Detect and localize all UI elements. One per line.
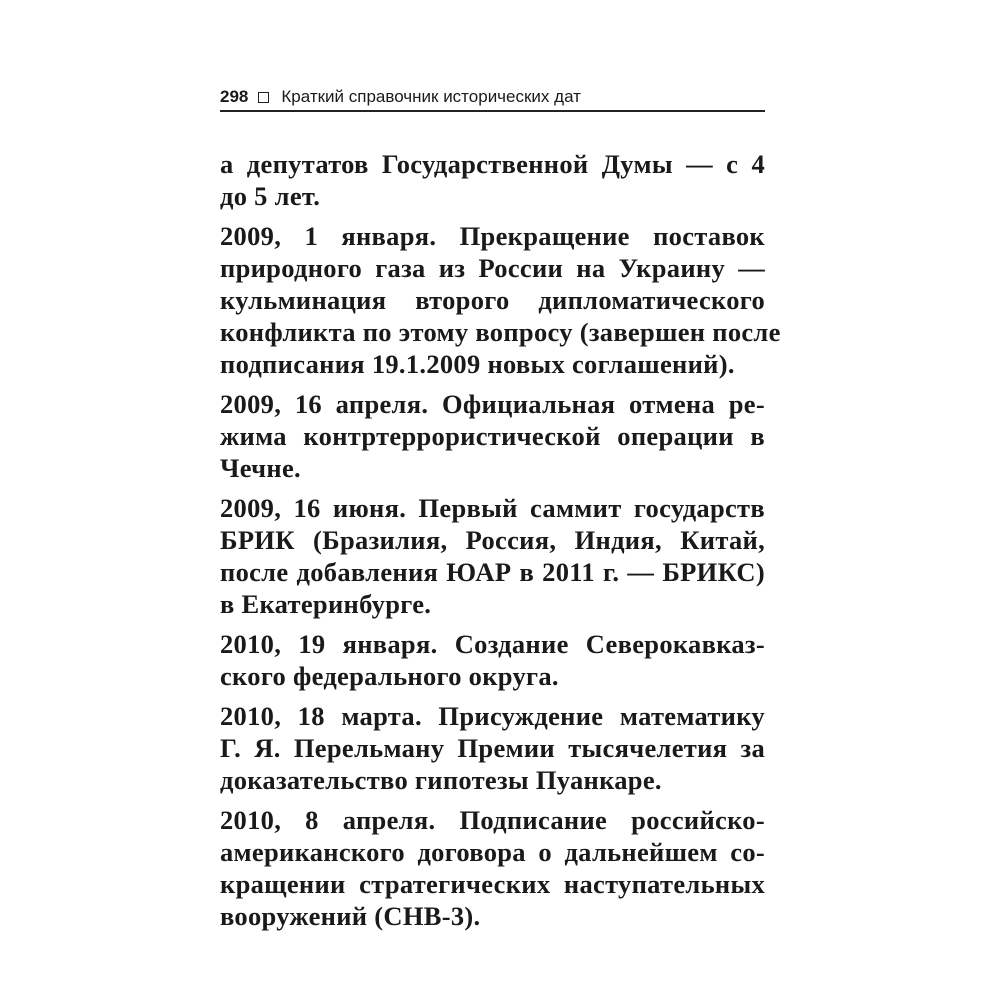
header-title: Краткий справочник исторических дат (281, 87, 581, 106)
entry-text: Прекращение поставок (436, 221, 765, 251)
entry-text: Официальная отмена ре- (428, 389, 765, 419)
entry-text-line: вооружений (СНВ-3). (220, 901, 481, 931)
date-entry (220, 628, 765, 692)
entry-first-line (220, 700, 765, 732)
entry-text-line: доказательство гипотезы Пуанкаре. (220, 765, 662, 795)
entry-text-line: Чечне. (220, 453, 301, 483)
continuation-paragraph (220, 148, 765, 212)
running-header (220, 84, 765, 112)
date-entry (220, 700, 765, 796)
entry-text-line: после добавления ЮАР в 2011 г. — БРИКС) (220, 557, 765, 587)
date-entry (220, 804, 765, 932)
entry-text-line: жима контртеррористической операции в (220, 421, 765, 451)
entry-text: Создание Северокавказ- (437, 629, 766, 659)
date-entry (220, 388, 765, 484)
entry-text: Присуждение математику (421, 701, 765, 731)
entry-text-line: кульминация второго дипломатического (220, 285, 765, 315)
entry-date: 2009, 1 января. (220, 221, 437, 251)
entry-text-line: природного газа из России на Украину — (220, 253, 765, 283)
page-body (220, 148, 781, 940)
square-bullet-icon (258, 92, 269, 103)
entry-first-line (220, 628, 765, 660)
entry-first-line (220, 492, 765, 524)
entry-date: 2009, 16 апреля. (220, 389, 429, 419)
entry-date: 2009, 16 июня. (220, 493, 407, 523)
text-line: а депутатов Государственной Думы — с 4 (220, 149, 765, 179)
entry-date: 2010, 8 апреля. (220, 805, 436, 835)
entry-first-line (220, 388, 765, 420)
entry-text-line: американского договора о дальнейшем со- (220, 837, 765, 867)
entry-date: 2010, 18 марта. (220, 701, 422, 731)
entry-text-line: конфликта по этому вопросу (завершен после (220, 317, 781, 347)
date-entry (220, 492, 765, 620)
entry-text-line: кращении стратегических наступательных (220, 869, 765, 899)
entry-text-line: подписания 19.1.2009 новых соглашений). (220, 349, 735, 379)
text-line: до 5 лет. (220, 181, 321, 211)
entry-text: Первый саммит государств (406, 493, 765, 523)
entry-text: Подписание российско- (435, 805, 765, 835)
entry-text-line: в Екатеринбурге. (220, 589, 432, 619)
entry-first-line (220, 220, 765, 252)
entry-first-line (220, 804, 765, 836)
date-entry (220, 220, 781, 380)
entry-date: 2010, 19 января. (220, 629, 438, 659)
page-number: 298 (220, 87, 249, 106)
entry-text-line: БРИК (Бразилия, Россия, Индия, Китай, (220, 525, 765, 555)
entry-text-line: ского федерального округа. (220, 661, 559, 691)
entry-text-line: Г. Я. Перельману Премии тысячелетия за (220, 733, 765, 763)
